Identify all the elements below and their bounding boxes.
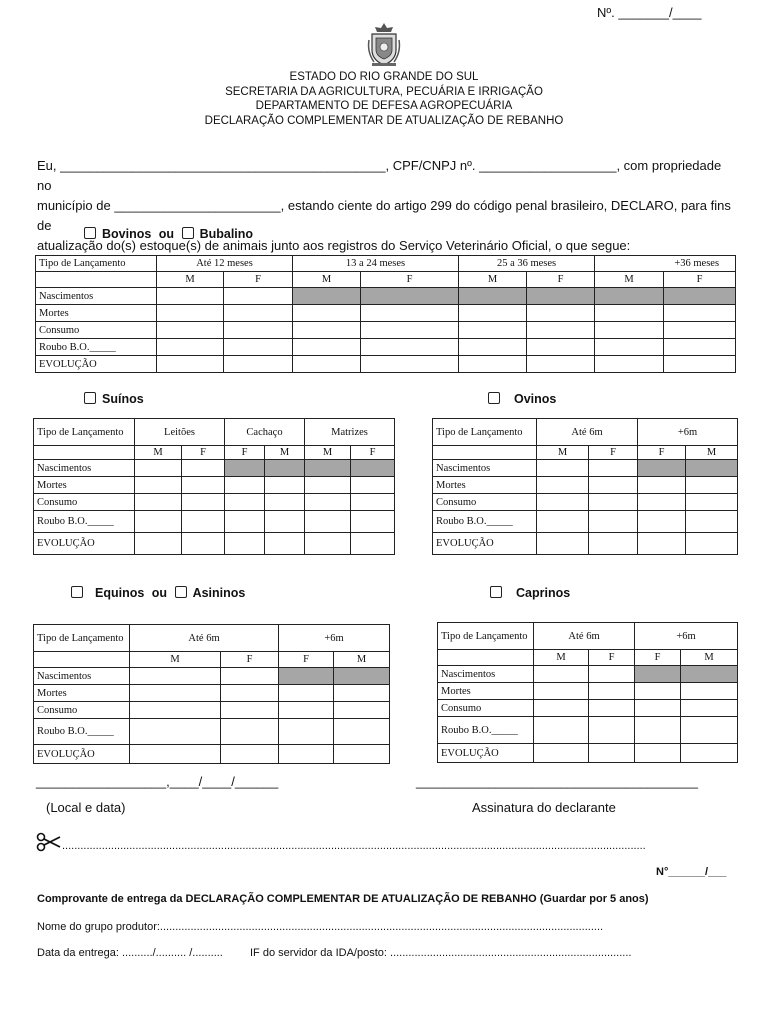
row-label: EVOLUÇÃO: [433, 533, 537, 555]
producer-dots: :.................................................................................................................................................: [156, 921, 604, 933]
table-row: [36, 305, 736, 322]
producer-label: Nome do grupo produtor: [37, 921, 157, 933]
asininos-label: Asininos: [192, 586, 246, 600]
header-m: M: [130, 652, 221, 668]
bubalino-checkbox[interactable]: [182, 227, 194, 239]
row-label: Nascimentos: [433, 460, 537, 477]
header-m: M: [459, 272, 527, 288]
header-leitoes: Leitões: [135, 419, 225, 446]
header-36-plus: +36 meses: [595, 256, 736, 272]
header-f: F: [635, 650, 681, 666]
header-f: F: [351, 446, 395, 460]
signature-line[interactable]: _______________________________________: [416, 774, 698, 789]
table-row: [36, 339, 736, 356]
header-tipo: Tipo de Lançamento: [34, 419, 135, 446]
table-row: [36, 288, 736, 305]
table-row: [438, 700, 738, 717]
caprinos-table: [437, 622, 738, 763]
header-department: DEPARTAMENTO DE DEFESA AGROPECUÁRIA: [255, 100, 513, 112]
table-row: [34, 719, 390, 745]
server-if-label: IF do servidor da IDA/posto: [250, 947, 384, 959]
caprinos-label: Caprinos: [516, 586, 571, 600]
page-title: DECLARAÇÃO COMPLEMENTAR DE ATUALIZAÇÃO DE REBANHO: [204, 115, 564, 127]
header-25-36: 25 a 36 meses: [459, 256, 595, 272]
declaration-text: [37, 156, 737, 256]
header-ate-6m: Até 6m: [537, 419, 638, 446]
server-if-dots: : ...............................................................................: [383, 947, 632, 959]
row-label: Consumo: [34, 702, 130, 719]
table-row: [34, 668, 390, 685]
table-row: [34, 460, 395, 477]
header-state: ESTADO DO RIO GRANDE DO SUL: [289, 71, 479, 83]
bovinos-section-label: [84, 227, 253, 241]
header-tipo: Tipo de Lançamento: [34, 625, 130, 652]
row-label: Roubo B.O._____: [34, 511, 135, 533]
suinos-label: Suínos: [102, 392, 144, 406]
row-label: Roubo B.O._____: [433, 511, 537, 533]
header-6m-plus: +6m: [638, 419, 738, 446]
row-label: Roubo B.O._____: [36, 339, 157, 356]
row-label: EVOLUÇÃO: [36, 356, 157, 373]
row-label: Mortes: [438, 683, 534, 700]
header-ate-6m: Até 6m: [534, 623, 635, 650]
delivery-date-dots: : ........../.......... /..........: [115, 947, 223, 959]
header-f: F: [279, 652, 334, 668]
header-m: M: [135, 446, 182, 460]
header-tipo: Tipo de Lançamento: [36, 256, 157, 272]
bovinos-checkbox[interactable]: [84, 227, 96, 239]
declaration-line-1: Eu, _____________________________________________, CPF/CNPJ nº. ___________________, com propriedade no: [37, 158, 722, 193]
header-6m-plus: +6m: [279, 625, 390, 652]
row-label: EVOLUÇÃO: [34, 533, 135, 555]
ovinos-section-label: [488, 392, 556, 406]
header-m: M: [293, 272, 361, 288]
asininos-checkbox[interactable]: [175, 586, 187, 598]
bubalino-label: Bubalino: [199, 227, 254, 241]
delivery-date-label: Data da entrega: [37, 947, 116, 959]
table-row: [433, 460, 738, 477]
row-label: Mortes: [34, 685, 130, 702]
table-row: [36, 322, 736, 339]
table-row: [438, 683, 738, 700]
header-13-24: 13 a 24 meses: [293, 256, 459, 272]
header-ate-6m: Até 6m: [130, 625, 279, 652]
row-label: Nascimentos: [34, 668, 130, 685]
header-f: F: [589, 446, 638, 460]
table-row: [34, 477, 395, 494]
ovinos-label: Ovinos: [514, 392, 557, 406]
equinos-checkbox[interactable]: [71, 586, 83, 598]
header-f: F: [224, 272, 293, 288]
header-6m-plus: +6m: [635, 623, 738, 650]
header-m: M: [157, 272, 224, 288]
table-row: [433, 533, 738, 555]
delivery-date-field[interactable]: [37, 947, 223, 959]
header-cachaco: Cachaço: [225, 419, 305, 446]
header-f: F: [638, 446, 686, 460]
ovinos-table: [432, 418, 738, 555]
header-tipo: Tipo de Lançamento: [433, 419, 537, 446]
header-m: M: [534, 650, 589, 666]
header-f: F: [589, 650, 635, 666]
state-coat-of-arms-icon: [366, 22, 402, 68]
header-tipo: Tipo de Lançamento: [438, 623, 534, 650]
header-f: F: [361, 272, 459, 288]
table-row: [34, 702, 390, 719]
form-number: Nº. _______/____: [597, 5, 702, 20]
declaration-line-3: atualização do(s) estoque(s) de animais junto aos registros do Serviço Veterinário Oficial, o que segue:: [37, 238, 631, 253]
table-row: [34, 745, 390, 764]
header-f: F: [182, 446, 225, 460]
row-label: Consumo: [34, 494, 135, 511]
or-label: ou: [158, 227, 175, 241]
declaration-line-2: município de _______________________, estando ciente do artigo 299 do código penal brasileiro, DECLARO, para fins de: [37, 198, 731, 233]
header-f: F: [527, 272, 595, 288]
row-label: Nascimentos: [438, 666, 534, 683]
receipt-number: N°______/___: [656, 866, 727, 878]
table-row: [438, 666, 738, 683]
header-m: M: [265, 446, 305, 460]
row-label: Consumo: [433, 494, 537, 511]
header-ate-12: Até 12 meses: [157, 256, 293, 272]
local-date-label: (Local e data): [46, 800, 126, 815]
header-m: M: [595, 272, 664, 288]
cut-line: ...............................................................................................................................................................................................: [62, 840, 646, 852]
suinos-checkbox[interactable]: [84, 392, 96, 404]
row-label: Roubo B.O._____: [438, 717, 534, 744]
header-f: F: [664, 272, 736, 288]
bovinos-table: [35, 255, 736, 373]
bovinos-label: Bovinos: [102, 227, 152, 241]
header-m: M: [686, 446, 738, 460]
row-label: Mortes: [36, 305, 157, 322]
row-label: Nascimentos: [36, 288, 157, 305]
header-m: M: [334, 652, 390, 668]
suinos-table: [33, 418, 395, 555]
signature-label: Assinatura do declarante: [472, 800, 616, 815]
table-row: [36, 356, 736, 373]
row-label: Consumo: [36, 322, 157, 339]
server-if-field[interactable]: [250, 947, 631, 959]
table-row: [433, 494, 738, 511]
header-matrizes: Matrizes: [305, 419, 395, 446]
row-label: Nascimentos: [34, 460, 135, 477]
row-label: Consumo: [438, 700, 534, 717]
table-row: [438, 717, 738, 744]
header-m: M: [681, 650, 738, 666]
header-secretariat: SECRETARIA DA AGRICULTURA, PECUÁRIA E IRRIGAÇÃO: [225, 86, 543, 98]
equinos-table: [33, 624, 390, 764]
row-label: EVOLUÇÃO: [438, 744, 534, 763]
row-label: Mortes: [433, 477, 537, 494]
table-row: [34, 533, 395, 555]
equinos-section-label: [71, 586, 245, 600]
table-row: [34, 511, 395, 533]
receipt-title: Comprovante de entrega da DECLARAÇÃO COMPLEMENTAR DE ATUALIZAÇÃO DE REBANHO (Guardar por 5 anos): [37, 893, 649, 905]
equinos-label: Equinos: [95, 586, 145, 600]
header-m: M: [537, 446, 589, 460]
producer-field[interactable]: [37, 921, 603, 933]
table-row: [433, 511, 738, 533]
row-label: Mortes: [34, 477, 135, 494]
header-m: M: [305, 446, 351, 460]
row-label: Roubo B.O._____: [34, 719, 130, 745]
caprinos-checkbox[interactable]: [490, 586, 502, 598]
ovinos-checkbox[interactable]: [488, 392, 500, 404]
table-row: [433, 477, 738, 494]
or-label: ou: [151, 586, 168, 600]
suinos-section-label: [84, 392, 144, 406]
table-row: [34, 494, 395, 511]
header-f: F: [221, 652, 279, 668]
scissors-icon: [36, 832, 62, 852]
table-row: [34, 685, 390, 702]
header-f: F: [225, 446, 265, 460]
local-date-line[interactable]: __________________,____/____/______: [36, 774, 279, 789]
row-label: EVOLUÇÃO: [34, 745, 130, 764]
table-row: [438, 744, 738, 763]
caprinos-section-label: [490, 586, 570, 600]
